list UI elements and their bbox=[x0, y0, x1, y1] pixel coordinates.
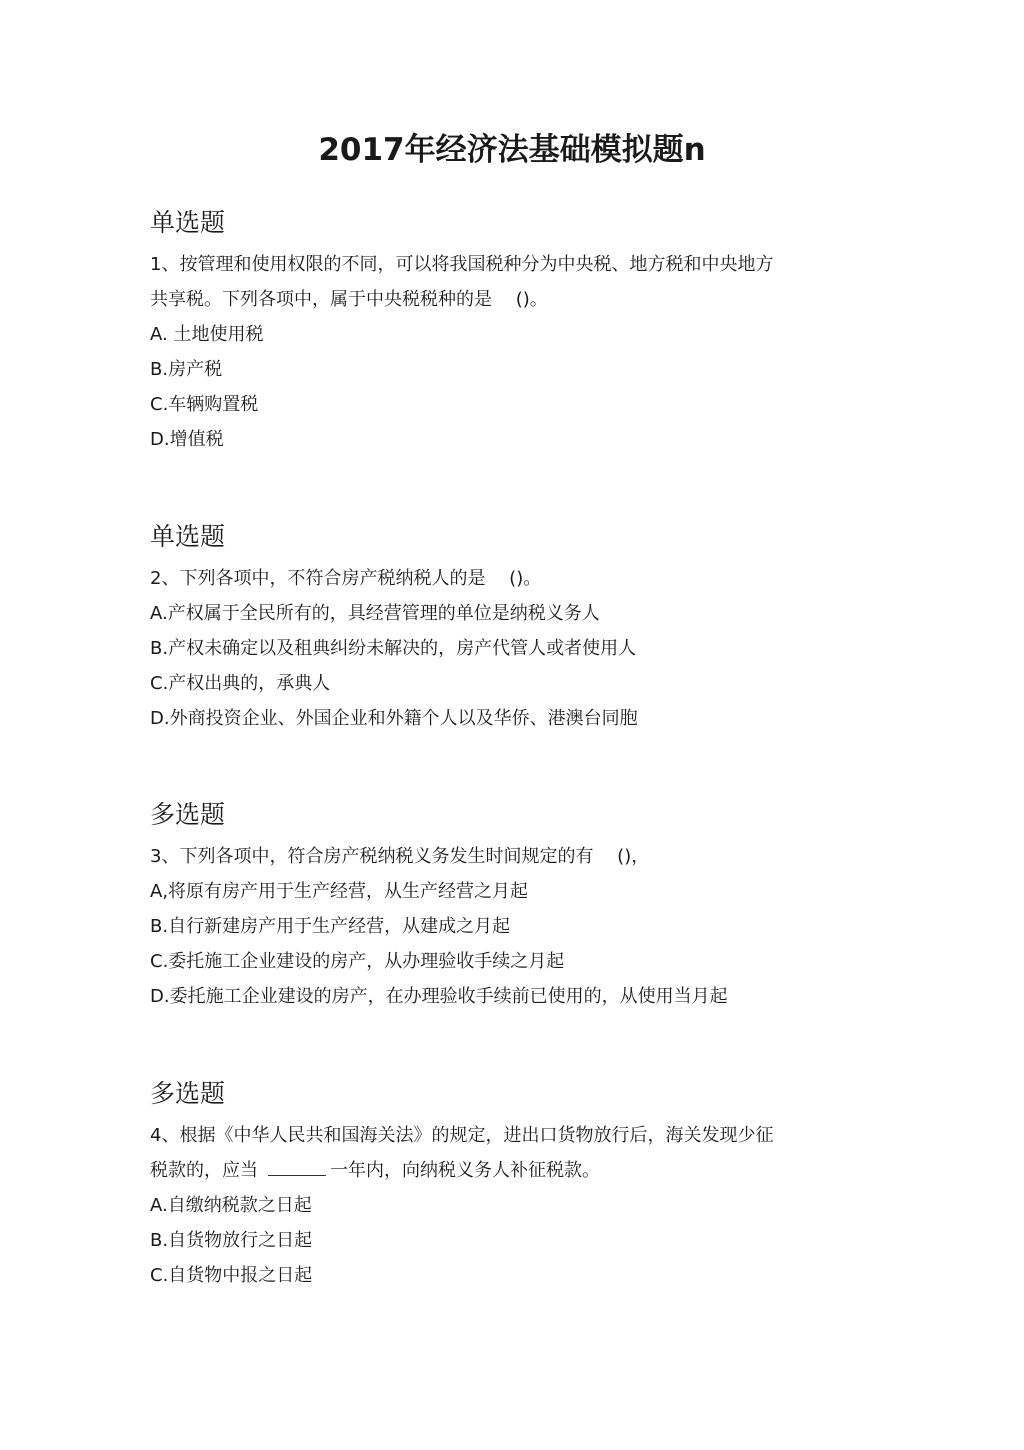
question-text-line: 共享税。下列各项中，属于中央税税种的是 ()。 bbox=[150, 289, 548, 310]
answer-option-c: C.委托施工企业建设的房产，从办理验收手续之月起 bbox=[150, 951, 565, 972]
answer-option-b: B.产权未确定以及租典纠纷未解决的，房产代管人或者使用人 bbox=[150, 638, 637, 659]
answer-option-b: B.房产税 bbox=[150, 359, 223, 380]
question-section-2 bbox=[150, 517, 850, 736]
answer-option-d: D.外商投资企业、外国企业和外籍个人以及华侨、港澳台同胞 bbox=[150, 708, 638, 729]
section-heading: 单选题 bbox=[150, 522, 226, 551]
question-section-4 bbox=[150, 1074, 850, 1293]
answer-option-a: A,将原有房产用于生产经营，从生产经营之月起 bbox=[150, 881, 529, 902]
answer-option-d: D.增值税 bbox=[150, 429, 224, 450]
section-heading: 单选题 bbox=[150, 208, 226, 237]
answer-option-b: B.自货物放行之日起 bbox=[150, 1230, 313, 1251]
answer-option-a: A.自缴纳税款之日起 bbox=[150, 1195, 312, 1216]
document-title: 2017年经济法基础模拟题n bbox=[318, 132, 706, 168]
fill-in-blank bbox=[268, 1161, 326, 1176]
section-heading: 多选题 bbox=[150, 1079, 226, 1108]
question-text-line: 2、下列各项中，不符合房产税纳税人的是 ()。 bbox=[150, 568, 542, 589]
question-text-line: 1、按管理和使用权限的不同，可以将我国税种分为中央税、地方税和中央地方 bbox=[150, 254, 774, 275]
answer-option-c: C.车辆购置税 bbox=[150, 394, 259, 415]
answer-option-d: D.委托施工企业建设的房产，在办理验收手续前已使用的，从使用当月起 bbox=[150, 986, 728, 1007]
answer-option-c: C.产权出典的，承典人 bbox=[150, 673, 331, 694]
question-text-line-with-blank bbox=[150, 1153, 850, 1188]
answer-option-a: A. 土地使用税 bbox=[150, 324, 264, 345]
question-text-after-blank: 一年内，向纳税义务人补征税款。 bbox=[330, 1160, 600, 1181]
answer-option-a: A.产权属于全民所有的，具经营管理的单位是纳税义务人 bbox=[150, 603, 600, 624]
question-text-line: 4、根据《中华人民共和国海关法》的规定，进出口货物放行后，海关发现少征 bbox=[150, 1125, 774, 1146]
question-section-3 bbox=[150, 795, 850, 1014]
question-text-line: 3、下列各项中，符合房产税纳税义务发生时间规定的有 ()， bbox=[150, 846, 650, 867]
section-heading: 多选题 bbox=[150, 800, 226, 829]
question-text-before-blank: 税款的，应当 bbox=[150, 1160, 258, 1181]
answer-option-b: B.自行新建房产用于生产经营，从建成之月起 bbox=[150, 916, 511, 937]
answer-option-c: C.自货物中报之日起 bbox=[150, 1265, 313, 1286]
question-section-1 bbox=[150, 203, 850, 457]
